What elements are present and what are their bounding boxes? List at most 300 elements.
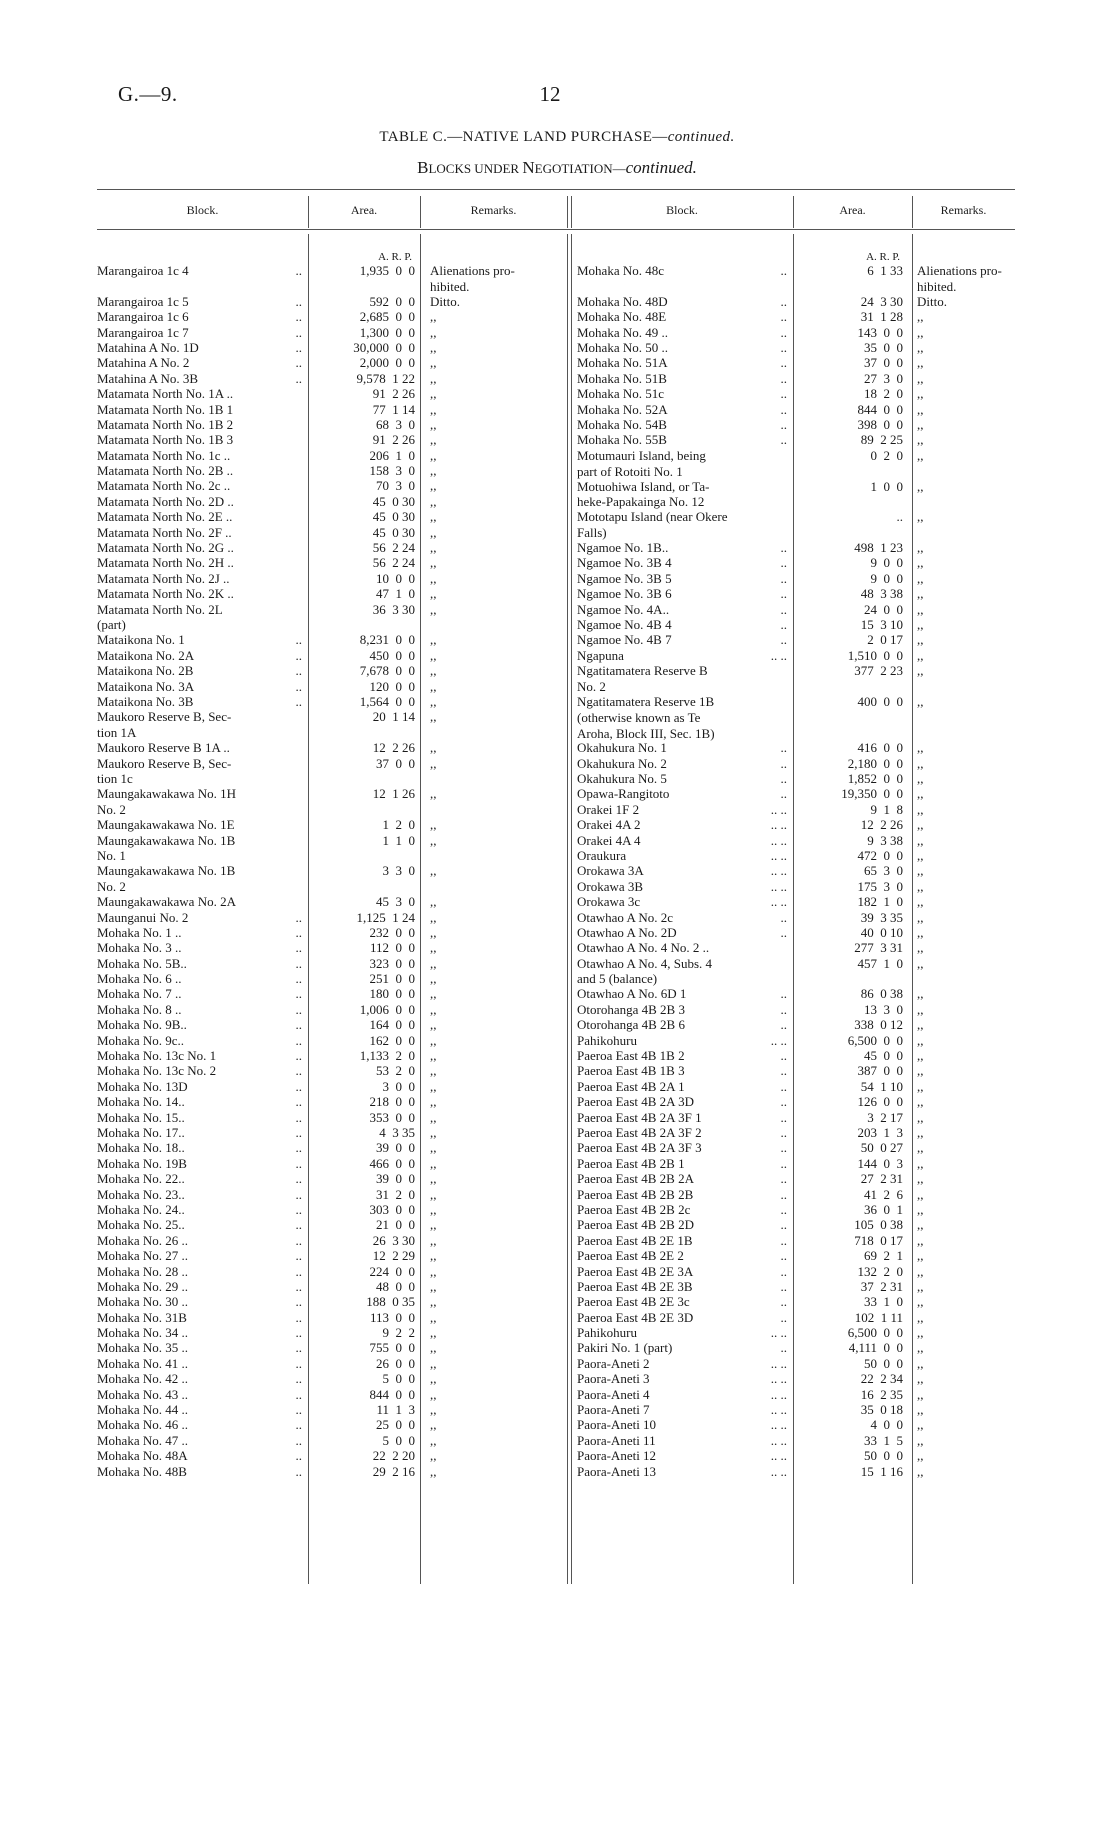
block-name-text: Mohaka No. 44 .. (97, 1402, 188, 1418)
block-name (97, 632, 302, 648)
block-name (577, 402, 787, 418)
remark-text: ,, (430, 678, 437, 694)
block-name (577, 1264, 787, 1280)
area-value: 182 1 0 (857, 894, 903, 910)
block-name (577, 956, 787, 988)
block-name-text: Paeroa East 4B 2E 3B (577, 1278, 693, 1294)
block-name (97, 986, 302, 1002)
block-name-text: Mohaka No. 52A (577, 401, 668, 417)
leader-dots: .. (295, 263, 302, 278)
table-row (97, 786, 567, 817)
table-row (577, 1279, 1017, 1294)
table-row (97, 1048, 567, 1063)
table-row (577, 863, 1017, 878)
leader-dots: .. (295, 632, 302, 648)
table-row (577, 879, 1017, 894)
block-name-text: Pakiri No. 1 (part) (577, 1340, 673, 1356)
block-name-text: Mohaka No. 35 .. (97, 1340, 188, 1356)
table-row (97, 1140, 567, 1155)
block-name (97, 925, 302, 941)
block-name-text: Maungakawakawa No. 1E (97, 817, 235, 833)
area-value: 303 0 0 (369, 1201, 415, 1217)
block-name-text: Paora-Aneti 3 (577, 1371, 650, 1387)
remark-text: ,, (430, 401, 437, 417)
remark-text: ,, (917, 801, 924, 817)
area-value: 45 0 0 (864, 1048, 903, 1064)
table-row (577, 1248, 1017, 1263)
block-name-text: Maungakawakawa No. 2A (97, 894, 236, 910)
area-value: 50 0 27 (860, 1140, 903, 1156)
table-row (577, 986, 1017, 1001)
remark-text: ,, (917, 1371, 924, 1387)
leader-dots: .. (780, 416, 787, 432)
area-value: 4 3 35 (379, 1124, 415, 1140)
table-row (97, 971, 567, 986)
leader-dots: .. (780, 1248, 787, 1264)
remark-text: ,, (430, 1278, 437, 1294)
block-name (97, 1187, 302, 1203)
leader-dots: .. (295, 678, 302, 694)
block-name (577, 479, 787, 511)
remark-text: ,, (430, 971, 437, 987)
subtitle-part-2: EGOTIATION— (534, 161, 626, 176)
leader-dots: .. (295, 986, 302, 1002)
leader-dots: .. (780, 1124, 787, 1140)
block-name-text: Mohaka No. 48A (97, 1448, 188, 1464)
table-row (97, 386, 567, 401)
table-row (577, 1402, 1017, 1417)
remark-text: ,, (430, 463, 437, 479)
area-value: 844 0 0 (857, 401, 903, 417)
block-name (97, 294, 302, 310)
remark-text: ,, (917, 1201, 924, 1217)
block-name (97, 571, 302, 587)
table-row (577, 1048, 1017, 1063)
block-name (577, 1171, 787, 1187)
unit-header-arp: A. R. P. (866, 251, 900, 263)
area-value: 5 0 0 (382, 1432, 415, 1448)
block-name-text: Ngamoe No. 3B 5 (577, 570, 672, 586)
block-name-text: Mohaka No. 47 .. (97, 1432, 188, 1448)
remark-text: ,, (430, 632, 437, 648)
leader-dots: .. (780, 601, 787, 617)
block-name (97, 448, 302, 464)
area-value: 1,300 0 0 (359, 324, 415, 340)
remark-text: ,, (430, 1263, 437, 1279)
leader-dots: .. (295, 1140, 302, 1156)
block-name (577, 802, 787, 818)
leader-dots: .. .. (770, 1386, 787, 1402)
table-row (97, 494, 567, 509)
leader-dots: .. (295, 940, 302, 956)
remark-text: ,, (430, 909, 437, 925)
block-name (97, 1171, 302, 1187)
block-name (97, 709, 302, 741)
leader-dots: .. (780, 1140, 787, 1156)
block-name (97, 1048, 302, 1064)
block-name (97, 679, 302, 695)
block-name-text: Paora-Aneti 10 (577, 1417, 657, 1433)
area-value: 1,852 0 0 (847, 770, 903, 786)
table-row (577, 294, 1017, 309)
table-row (97, 925, 567, 940)
leader-dots: .. (295, 1063, 302, 1079)
leader-dots: .. (295, 339, 302, 355)
leader-dots: .. .. (770, 832, 787, 848)
table-row (97, 1448, 567, 1463)
remark-text: ,, (917, 1463, 924, 1479)
table-row (97, 571, 567, 586)
area-value: 4,111 0 0 (848, 1340, 903, 1356)
area-value: 416 0 0 (857, 740, 903, 756)
block-name (577, 1340, 787, 1356)
remark-text: ,, (917, 1432, 924, 1448)
remark-text: ,, (430, 1417, 437, 1433)
remark-text: ,, (917, 1448, 924, 1464)
block-name-text: Mohaka No. 23.. (97, 1186, 185, 1202)
area-value: 0 2 0 (870, 447, 903, 463)
block-name-text: Oraukura (577, 847, 627, 863)
leader-dots: .. (780, 263, 787, 278)
area-value: 31 2 0 (376, 1186, 415, 1202)
block-name (97, 1202, 302, 1218)
block-name-text: Mataikona No. 2A (97, 647, 195, 663)
remark-text: ,, (917, 940, 924, 956)
table-row (97, 740, 567, 755)
area-value: 144 0 3 (857, 1155, 903, 1171)
table-row (577, 894, 1017, 909)
leader-dots: .. (295, 1109, 302, 1125)
remark-text: Alienations pro- hibited. (430, 263, 515, 294)
block-name (97, 1371, 302, 1387)
area-value: 132 2 0 (857, 1263, 903, 1279)
table-row (577, 1187, 1017, 1202)
block-name-text: Paeroa East 4B 2A 3F 3 (577, 1140, 702, 1156)
remark-text: ,, (917, 1294, 924, 1310)
table-row (577, 417, 1017, 432)
remark-text: ,, (430, 924, 437, 940)
table-row (97, 833, 567, 864)
block-name (577, 1371, 787, 1387)
remark-text: ,, (917, 1232, 924, 1248)
block-name (577, 1248, 787, 1264)
table-row (97, 1248, 567, 1263)
table-row (577, 309, 1017, 324)
leader-dots: .. .. (770, 801, 787, 817)
block-name (577, 1387, 787, 1403)
block-name (97, 1417, 302, 1433)
area-value: 353 0 0 (369, 1109, 415, 1125)
remark-text: ,, (430, 1078, 437, 1094)
area-value: 27 3 0 (864, 370, 903, 386)
area-value: 65 3 0 (864, 863, 903, 879)
leader-dots: .. .. (770, 1448, 787, 1464)
block-name-text: Otawhao A No. 6D 1 (577, 986, 687, 1002)
table-row (577, 402, 1017, 417)
area-value: 218 0 0 (369, 1094, 415, 1110)
remark-text: ,, (917, 832, 924, 848)
remark-text: ,, (917, 432, 924, 448)
remark-text: Alienations pro- hibited. (917, 263, 1002, 294)
leader-dots: .. (780, 1217, 787, 1233)
block-name (97, 309, 302, 325)
block-name-text: Mohaka No. 55B (577, 432, 667, 448)
leader-dots: .. .. (770, 1325, 787, 1341)
area-value: 37 0 0 (376, 755, 415, 771)
area-value: 2 0 17 (867, 632, 903, 648)
block-name-text: Paeroa East 4B 1B 2 (577, 1048, 685, 1064)
table-row (577, 1356, 1017, 1371)
table-row (577, 1371, 1017, 1386)
area-value: 9 0 0 (870, 570, 903, 586)
remark-text: ,, (917, 1309, 924, 1325)
block-name (577, 340, 787, 356)
block-name-text: Paeroa East 4B 2B 2A (577, 1171, 694, 1187)
remark-text: ,, (917, 1048, 924, 1064)
remark-text: ,, (430, 339, 437, 355)
table-row (577, 1264, 1017, 1279)
block-name (97, 694, 302, 710)
table-row (97, 1464, 567, 1479)
remark-text: ,, (917, 309, 924, 325)
remark-text: ,, (917, 1340, 924, 1356)
leader-dots: .. (295, 1325, 302, 1341)
table-row (577, 432, 1017, 447)
block-name-text: Paora-Aneti 2 (577, 1355, 650, 1371)
block-name-text: Pahikohuru (577, 1032, 637, 1048)
table-row (97, 1110, 567, 1125)
leader-dots: .. .. (770, 1402, 787, 1418)
block-name-text: Orokawa 3A (577, 863, 644, 879)
table-row (97, 371, 567, 386)
table-row (97, 294, 567, 309)
leader-dots: .. (295, 1278, 302, 1294)
block-name-text: Paeroa East 4B 2E 3c (577, 1294, 690, 1310)
block-name (577, 617, 787, 633)
leader-dots: .. (780, 986, 787, 1002)
table-row (577, 1017, 1017, 1032)
area-value: 5 0 0 (382, 1371, 415, 1387)
leader-dots: .. (780, 293, 787, 309)
block-name (577, 325, 787, 341)
page-number: 12 (539, 82, 561, 106)
table-row (577, 1340, 1017, 1355)
block-name-text: Mohaka No. 26 .. (97, 1232, 188, 1248)
block-name (577, 432, 787, 448)
block-name (577, 586, 787, 602)
remark-text: ,, (430, 1325, 437, 1341)
leader-dots: .. (780, 1017, 787, 1033)
area-value: 9 0 0 (870, 555, 903, 571)
remark-text: ,, (430, 1140, 437, 1156)
leader-dots: .. (295, 1386, 302, 1402)
area-value: 39 0 0 (376, 1140, 415, 1156)
block-name (97, 910, 302, 926)
block-name (97, 1264, 302, 1280)
block-name (577, 879, 787, 895)
area-value: 120 0 0 (369, 678, 415, 694)
block-name-text: Mohaka No. 9c.. (97, 1032, 185, 1048)
block-name-text: Matamata North No. 1c .. (97, 447, 231, 463)
remark-text: ,, (430, 1340, 437, 1356)
area-value: 10 0 0 (376, 570, 415, 586)
remark-text: ,, (917, 1109, 924, 1125)
column-divider (567, 234, 568, 1584)
leader-dots: .. (780, 1340, 787, 1356)
area-value: 400 0 0 (857, 694, 903, 710)
block-name (97, 1002, 302, 1018)
area-value: 56 2 24 (372, 555, 415, 571)
remark-text: ,, (917, 770, 924, 786)
remark-text: ,, (917, 909, 924, 925)
block-name (97, 1248, 302, 1264)
block-name (577, 925, 787, 941)
block-name-text: Matahina A No. 2 (97, 355, 190, 371)
col-header-block: Block. (666, 203, 698, 217)
block-name-text: Pahikohuru (577, 1325, 637, 1341)
block-name-text: Matamata North No. 2H .. (97, 555, 234, 571)
column-divider (571, 234, 572, 1584)
block-name (97, 325, 302, 341)
block-name-text: Mohaka No. 8 .. (97, 1001, 182, 1017)
block-name-text: Mohaka No. 17.. (97, 1124, 185, 1140)
table-row (97, 1402, 567, 1417)
table-row (97, 1371, 567, 1386)
remark-text: ,, (430, 478, 437, 494)
block-name (577, 940, 787, 956)
block-name (577, 1094, 787, 1110)
leader-dots: .. (295, 1417, 302, 1433)
table-row (97, 632, 567, 647)
block-name-text: Matamata North No. 2G .. (97, 540, 234, 556)
block-name-text: Mohaka No. 29 .. (97, 1278, 188, 1294)
area-value: 70 3 0 (376, 478, 415, 494)
block-name (577, 540, 787, 556)
block-name (97, 586, 302, 602)
table-row (577, 940, 1017, 955)
block-name-text: Otawhao A No. 2D (577, 924, 677, 940)
leader-dots: .. (780, 586, 787, 602)
block-name (577, 833, 787, 849)
area-value: 48 0 0 (376, 1278, 415, 1294)
block-name (97, 494, 302, 510)
remark-text: ,, (430, 1294, 437, 1310)
subtitle-part-1: LOCKS UNDER (428, 161, 523, 176)
table-row (577, 1125, 1017, 1140)
leader-dots: .. .. (770, 863, 787, 879)
block-name-text: Ngamoe No. 4A.. (577, 601, 670, 617)
block-name-text: Paeroa East 4B 2B 2D (577, 1217, 694, 1233)
area-value: 102 1 11 (854, 1309, 903, 1325)
block-name (577, 648, 787, 664)
area-value: 1,935 0 0 (359, 263, 415, 278)
block-name-text: Ngamoe No. 4B 7 (577, 632, 672, 648)
block-name (97, 432, 302, 448)
leader-dots: .. (780, 370, 787, 386)
table-row (577, 833, 1017, 848)
block-name-text: Matamata North No. 2L (part) (97, 601, 223, 633)
remark-text: ,, (430, 1017, 437, 1033)
table-row (577, 956, 1017, 987)
remark-text: ,, (917, 878, 924, 894)
area-value: 232 0 0 (369, 924, 415, 940)
remark-text: ,, (430, 386, 437, 402)
table-row (577, 1110, 1017, 1125)
block-name-text: Maukoro Reserve B 1A .. (97, 740, 230, 756)
header-bottom-rule (97, 229, 1015, 230)
remark-text: ,, (917, 324, 924, 340)
block-name (97, 786, 302, 818)
block-name-text: Mohaka No. 13c No. 2 (97, 1063, 217, 1079)
area-value: 112 0 0 (369, 940, 415, 956)
area-value: 126 0 0 (857, 1094, 903, 1110)
block-name (97, 525, 302, 541)
remark-text: ,, (430, 355, 437, 371)
area-value: 22 2 34 (860, 1371, 903, 1387)
area-value: 718 0 17 (854, 1232, 903, 1248)
table-row (97, 1310, 567, 1325)
remark-text: ,, (430, 1232, 437, 1248)
area-value: 1,510 0 0 (847, 647, 903, 663)
block-name (97, 1125, 302, 1141)
unit-header-arp: A. R. P. (378, 251, 412, 263)
remark-text: ,, (917, 1140, 924, 1156)
area-value: 338 0 12 (854, 1017, 903, 1033)
block-name (97, 386, 302, 402)
remark-text: ,, (430, 1402, 437, 1418)
block-name (97, 1340, 302, 1356)
block-name (577, 294, 787, 310)
leader-dots: .. .. (770, 817, 787, 833)
area-value: 12 2 26 (372, 740, 415, 756)
table-row (97, 1094, 567, 1109)
remark-text: ,, (917, 355, 924, 371)
table-row (97, 525, 567, 540)
block-name-text: Paeroa East 4B 1B 3 (577, 1063, 685, 1079)
table-row (97, 1125, 567, 1140)
remark-text: ,, (430, 1309, 437, 1325)
remark-text: ,, (917, 1171, 924, 1187)
leader-dots: .. .. (770, 1032, 787, 1048)
block-name (577, 848, 787, 864)
block-name (577, 417, 787, 433)
area-value: 1,564 0 0 (359, 693, 415, 709)
block-name-text: Paeroa East 4B 2A 3F 1 (577, 1109, 702, 1125)
leader-dots: .. (780, 755, 787, 771)
area-value: 2,000 0 0 (359, 355, 415, 371)
block-name-text: Mataikona No. 1 (97, 632, 185, 648)
area-value: 158 3 0 (369, 463, 415, 479)
table-row (97, 910, 567, 925)
block-name (97, 1079, 302, 1095)
area-value: 22 2 20 (372, 1448, 415, 1464)
leader-dots: .. (295, 1155, 302, 1171)
area-value: 4 0 0 (870, 1417, 903, 1433)
area-value: 39 3 35 (860, 909, 903, 925)
area-value: 251 0 0 (369, 971, 415, 987)
leader-dots: .. (780, 1309, 787, 1325)
leader-dots: .. (780, 324, 787, 340)
area-value: 755 0 0 (369, 1340, 415, 1356)
block-name-text: Mohaka No. 48c (577, 263, 665, 278)
remark-text: ,, (917, 478, 924, 494)
area-value: 91 2 26 (372, 432, 415, 448)
block-name-text: Matamata North No. 1B 3 (97, 432, 234, 448)
remark-text: Ditto. (917, 293, 947, 309)
area-value: 53 2 0 (376, 1063, 415, 1079)
leader-dots: .. .. (770, 878, 787, 894)
block-name-text: Motumauri Island, being part of Rotoiti No. 1 (577, 447, 706, 479)
